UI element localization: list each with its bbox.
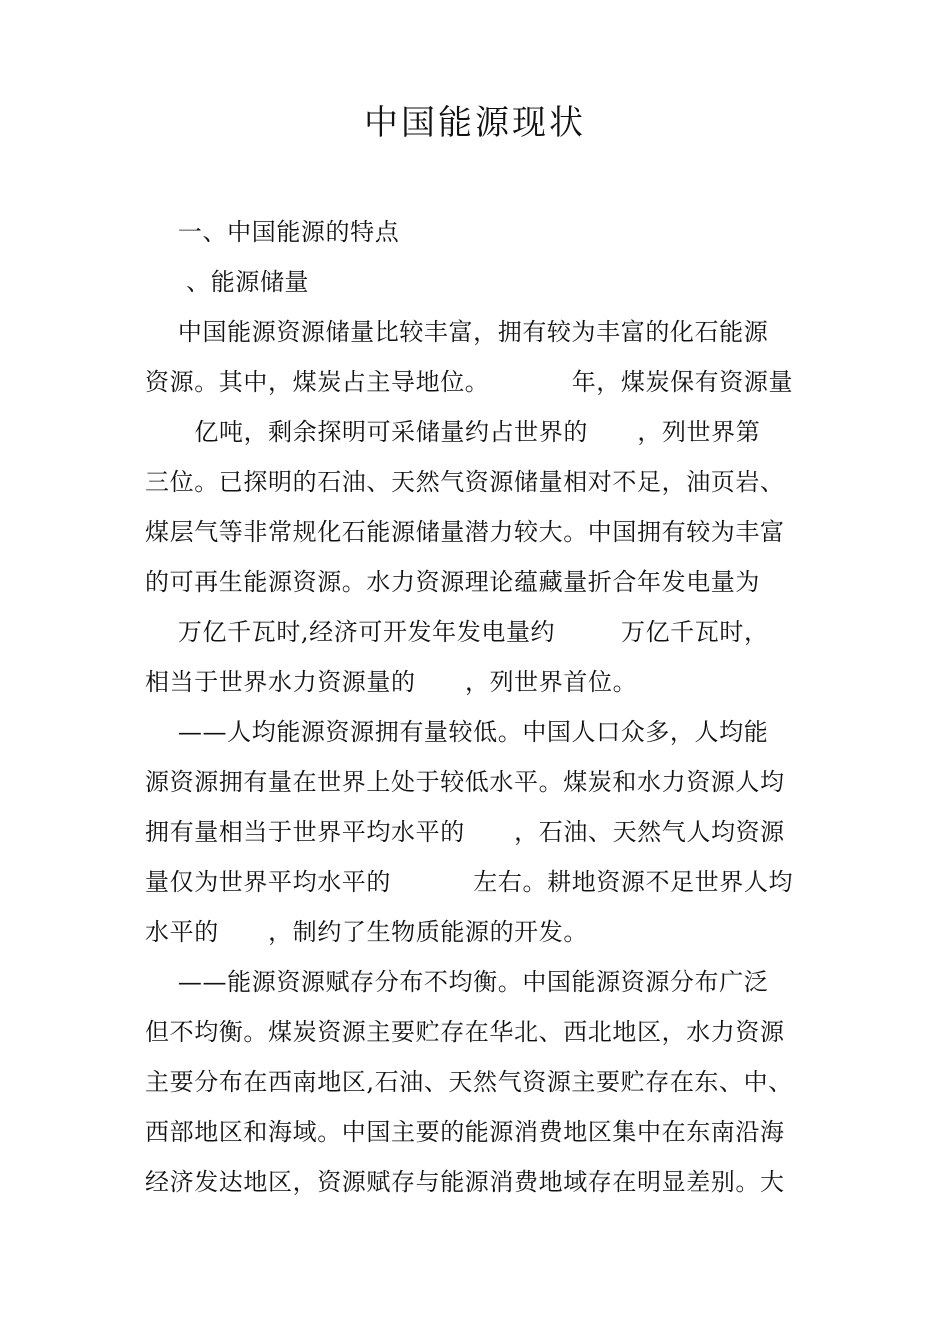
paragraph-line: 煤层气等非常规化石能源储量潜力较大。中国拥有较为丰富 [145,518,785,546]
section-heading: 一、中国能源的特点 [145,218,400,246]
paragraph-line: 但不均衡。煤炭资源主要贮存在华北、西北地区，水力资源 [145,1018,785,1046]
paragraph-line: 经济发达地区，资源赋存与能源消费地域存在明显差别。大 [145,1168,785,1196]
paragraph-line: 亿吨，剩余探明可采储量约占世界的 ，列世界第 [145,418,761,446]
paragraph-line: 西部地区和海域。中国主要的能源消费地区集中在东南沿海 [145,1118,785,1146]
paragraph-line: 拥有量相当于世界平均水平的 ，石油、天然气人均资源 [145,818,785,846]
paragraph-line: 中国能源资源储量比较丰富，拥有较为丰富的化石能源 [145,318,769,346]
paragraph-line: 水平的 ，制约了生物质能源的开发。 [145,918,588,946]
paragraph-line: 量仅为世界平均水平的 左右。耕地资源不足世界人均 [145,868,794,896]
paragraph-line: ——人均能源资源拥有量较低。中国人口众多，人均能 [145,718,769,746]
paragraph-line: ——能源资源赋存分布不均衡。中国能源资源分布广泛 [145,968,769,996]
paragraph-line: 相当于世界水力资源量的 ，列世界首位。 [145,668,638,696]
paragraph-line: 三位。已探明的石油、天然气资源储量相对不足，油页岩、 [145,468,785,496]
paragraph-line: 的可再生能源资源。水力资源理论蕴藏量折合年发电量为 [145,568,760,596]
paragraph-line: 源资源拥有量在世界上处于较低水平。煤炭和水力资源人均 [145,768,785,796]
subsection-heading: 、能源储量 [145,268,310,296]
paragraph-line: 主要分布在西南地区,石油、天然气资源主要贮存在东、中、 [145,1068,793,1096]
paragraph-line: 资源。其中，煤炭占主导地位。 年，煤炭保有资源量 [145,368,794,396]
paragraph-line: 万亿千瓦时,经济可开发年发电量约 万亿千瓦时， [145,618,769,646]
document-title: 中国能源现状 [364,103,586,143]
